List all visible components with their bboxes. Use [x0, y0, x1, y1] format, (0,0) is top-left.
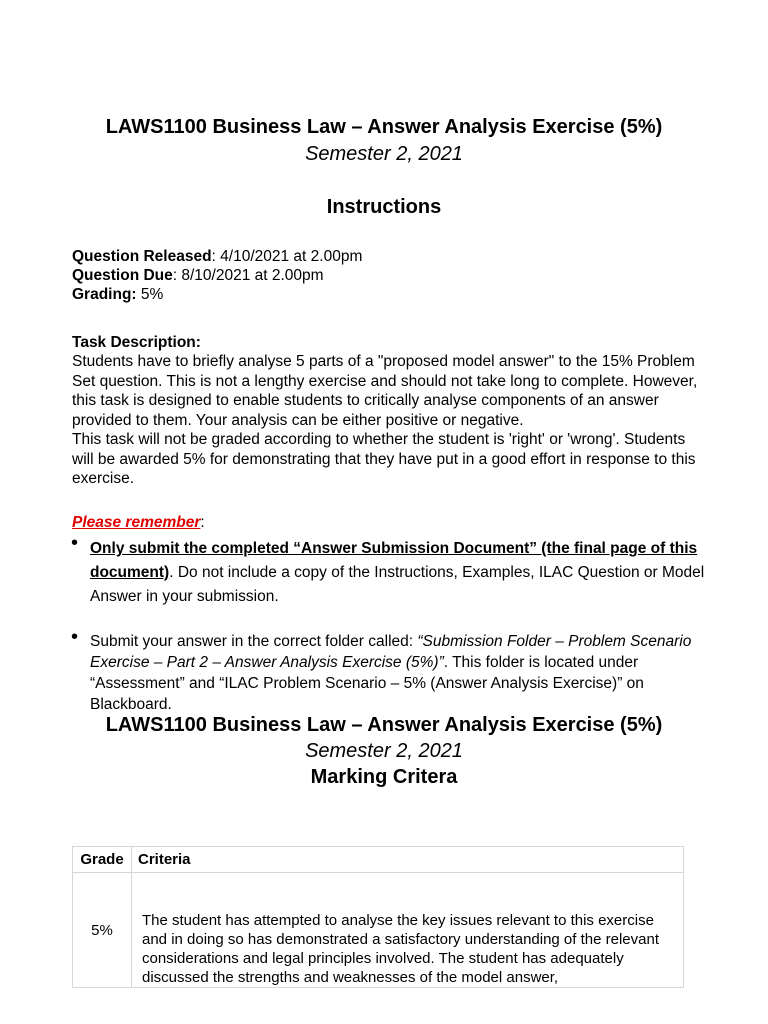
task-paragraph-1: Students have to briefly analyse 5 parts of a "proposed model answer" to the 15% Problem Set question. This is not a lengthy exercise and should not take long to complete. However, this task is designed to enable students to critically analyse components of an answer provided to them. Your analysis can be either positive or negative. [72, 353, 698, 429]
criteria-table [72, 846, 684, 988]
bullet-icon: • [71, 532, 79, 554]
meta-sep: : [211, 248, 216, 265]
meta-grading [72, 285, 712, 305]
page2-title: LAWS1100 Business Law – Answer Analysis Exercise (5%) [105, 714, 663, 736]
grade-cell: 5% [73, 873, 132, 988]
please-remember-label: Please remember [72, 514, 201, 531]
meta-sep: : [172, 267, 178, 284]
task-paragraph-2: This task will not be graded according to whether the student is 'right' or 'wrong'. Students will be awarded 5% for demonstrating that they have put in a good effort in response to this exercise. [72, 431, 696, 487]
bullet-item-1 [90, 537, 710, 609]
header-grade: Grade [73, 847, 132, 873]
meta-value: 8/10/2021 at 2.00pm [177, 267, 324, 284]
table-header-row [73, 847, 684, 873]
table-row [73, 873, 684, 988]
meta-label: Grading: [72, 286, 137, 303]
page2-semester: Semester 2, 2021 [305, 740, 463, 762]
page2-heading: Marking Critera [310, 766, 458, 788]
semester: Semester 2, 2021 [305, 143, 463, 165]
section-heading: Instructions [326, 196, 442, 218]
meta-label: Question Due [72, 267, 173, 284]
doc-title: LAWS1100 Business Law – Answer Analysis Exercise (5%) [105, 116, 663, 138]
bullet-item-2 [90, 631, 710, 715]
meta-released [72, 247, 712, 267]
bullet-2-text-start: Submit your answer in the correct folder called: [90, 633, 418, 650]
meta-value: 5% [136, 286, 164, 303]
task-heading: Task Description: [72, 334, 201, 351]
bullet-1-bold: Only submit the completed “Answer Submission Document” (the final page of this document) [90, 540, 698, 581]
header-criteria: Criteria [132, 847, 684, 873]
bullet-1-text: . Do not include a copy of the Instructions, Examples, ILAC Question or Model Answer in your submission. [90, 564, 705, 605]
meta-due [72, 266, 712, 286]
please-remember-colon: : [200, 514, 205, 531]
criteria-cell: The student has attempted to analyse the key issues relevant to this exercise and in doing so has demonstrated a satisfactory understanding of the relevant considerations and legal principles involved. The student has adequately discussed the strengths and weaknesses of the model answer, [132, 873, 684, 988]
bullet-icon: • [71, 626, 79, 648]
meta-label: Question Released [72, 248, 212, 265]
bullet-2-folder: “Submission Folder – Problem Scenario Exercise – Part 2 – Answer Analysis Exercise (5%)” [90, 633, 692, 671]
please-remember [72, 513, 712, 533]
meta-value: 4/10/2021 at 2.00pm [215, 248, 363, 265]
bullet-2-text-end: . This folder is located under “Assessment” and “ILAC Problem Scenario – 5% (Answer Analysis Exercise)” on Blackboard. [90, 654, 644, 713]
